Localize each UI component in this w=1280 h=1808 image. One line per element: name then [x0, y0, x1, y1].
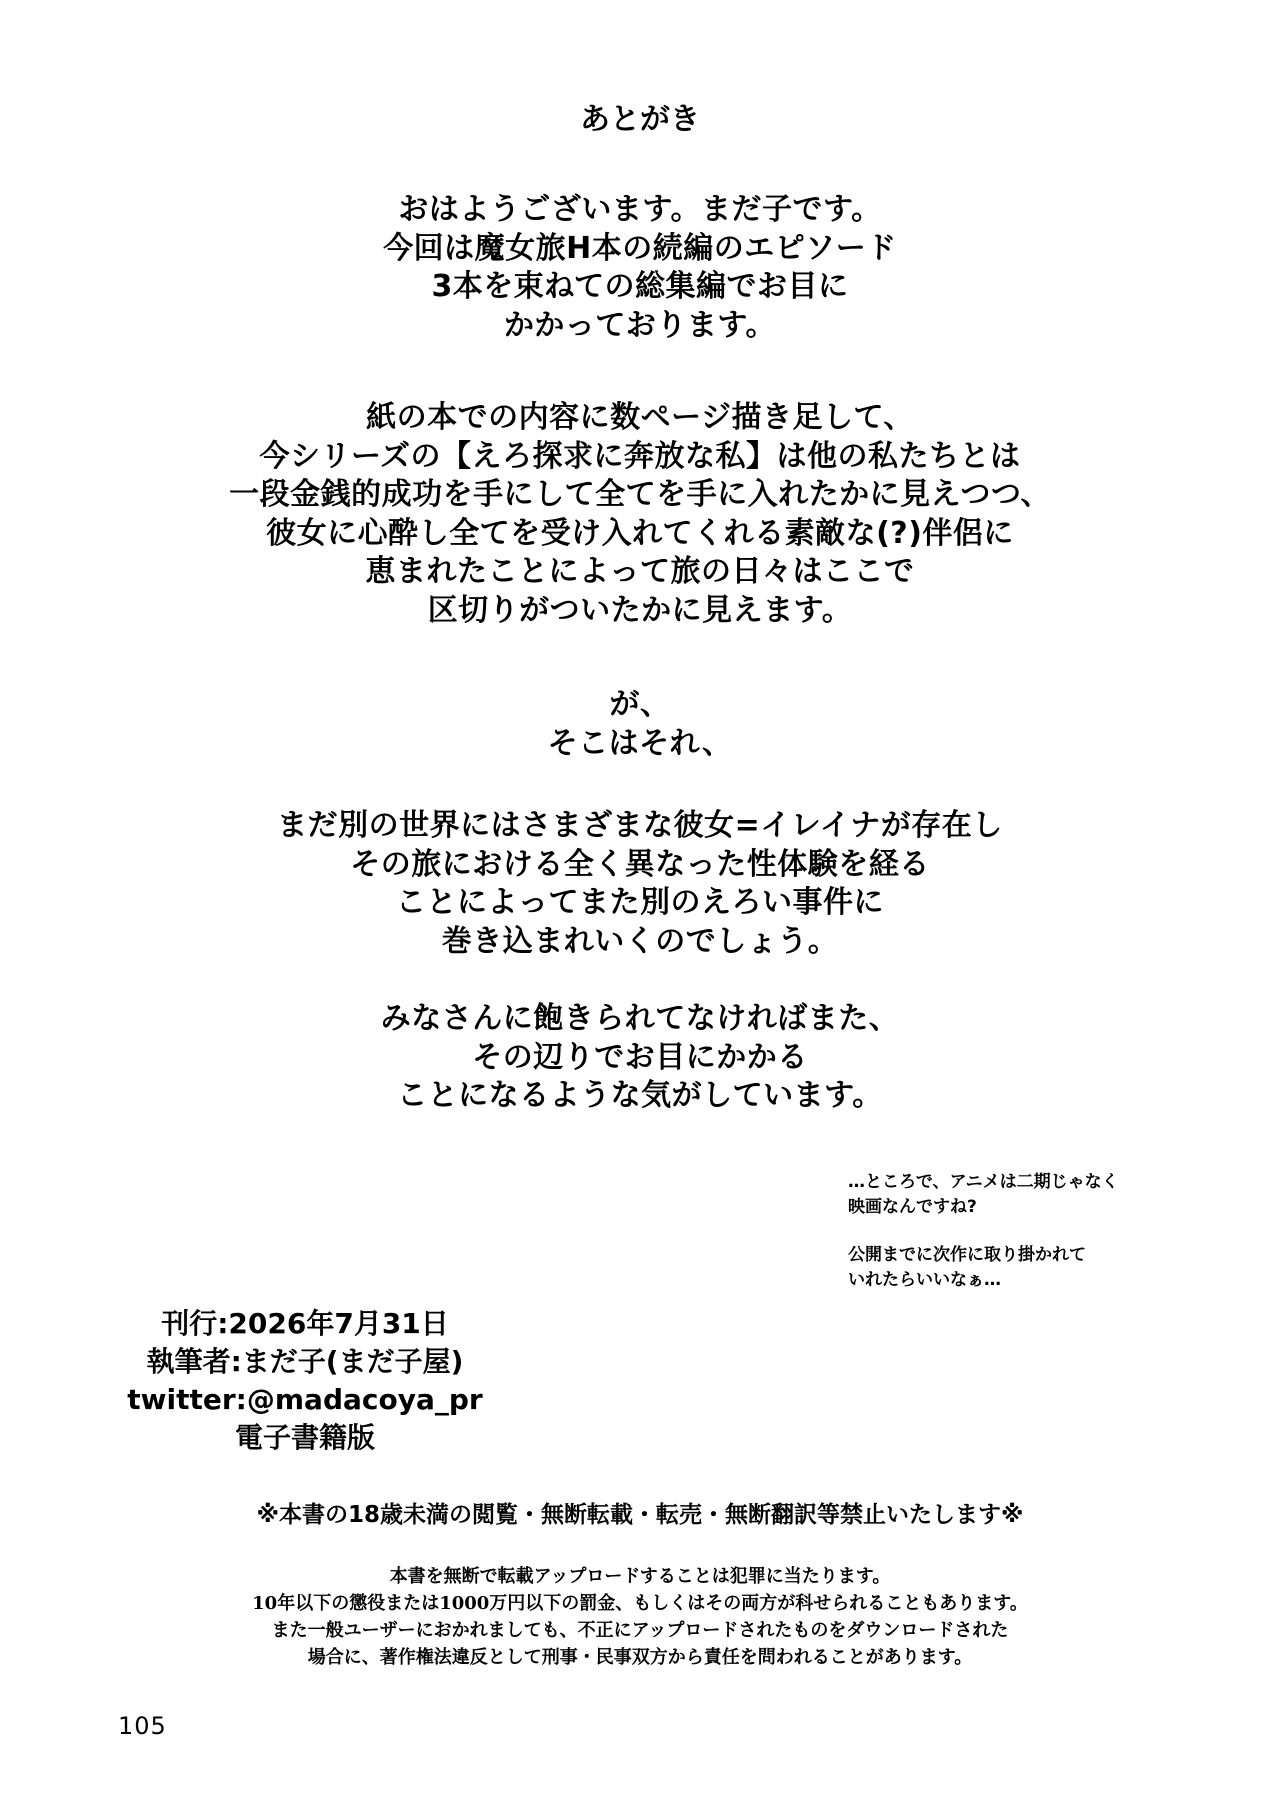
text-line: 今回は魔女旅H本の続編のエピソード: [383, 230, 897, 266]
legal-line: 本書を無断で転載アップロードすることは犯罪に当たります。: [389, 1566, 891, 1587]
edition: 電子書籍版: [234, 1421, 375, 1454]
text-line: その旅における全く異なった性体験を経る: [350, 846, 930, 882]
text-line: その辺りでお目にかかる: [472, 1039, 808, 1075]
side-note-anime: [848, 1170, 1148, 1220]
paragraph-however: [0, 686, 1280, 763]
text-line: そこはそれ、: [547, 725, 733, 761]
paragraph-other-worlds: [0, 807, 1280, 961]
text-line: が、: [609, 687, 671, 722]
note-line: 映画なんですね?: [848, 1197, 977, 1217]
twitter-handle: twitter:@madacoya_pr: [127, 1383, 483, 1416]
legal-line: 10年以下の懲役または1000万円以下の罰金、もしくはその両方が科せられることもあります。: [252, 1593, 1028, 1614]
paragraph-greeting: [0, 191, 1280, 345]
text-line: まだ別の世界にはさまざまな彼女=イレイナが存在し: [277, 808, 1003, 843]
legal-line: 場合に、著作権法違反として刑事・民事双方から責任を問われることがあります。: [307, 1647, 973, 1668]
side-note-next-work: [848, 1243, 1148, 1293]
page-title: あとがき: [580, 102, 700, 137]
note-line: 公開までに次作に取り掛かれて: [848, 1245, 1086, 1265]
text-line: 紙の本での内容に数ページ描き足して、: [366, 400, 914, 435]
note-line: …ところで、アニメは二期じゃなく: [848, 1172, 1119, 1192]
note-line: いれたらいいなぁ…: [848, 1270, 1001, 1290]
colophon: [110, 1305, 500, 1457]
legal-line: また一般ユーザーにおかれましても、不正にアップロードされたものをダウンロードされた: [271, 1620, 1009, 1641]
page-number: 105: [118, 1712, 167, 1740]
publish-date: 刊行:2026年7月31日: [161, 1307, 449, 1340]
text-line: おはようございます。まだ子です。: [398, 192, 882, 227]
paragraph-closing: [0, 1000, 1280, 1116]
text-line: 恵まれたことによって旅の日々はここで: [365, 554, 915, 590]
text-line: 巻き込まれいくのでしょう。: [441, 923, 839, 959]
text-line: ことになるような気がしています。: [397, 1078, 883, 1114]
prohibition-notice: ※本書の18歳未満の閲覧・無断転載・転売・無断翻訳等禁止いたします※: [256, 1502, 1024, 1528]
text-line: みなさんに飽きられてなければまた、: [380, 1001, 900, 1036]
text-line: 区切りがついたかに見えます。: [427, 592, 853, 628]
author: 執筆者:まだ子(まだ子屋): [146, 1345, 464, 1378]
text-line: 彼女に心酔し全てを受け入れてくれる素敵な(?)伴侶に: [266, 515, 1014, 551]
text-line: 一段金銭的成功を手にして全てを手に入れたかに見えつつ、: [229, 477, 1051, 513]
text-line: 3本を束ねての総集編でお目に: [431, 269, 849, 305]
text-line: ことによってまた別のえろい事件に: [396, 885, 884, 921]
paragraph-content: [0, 399, 1280, 631]
legal-warning: [0, 1563, 1280, 1671]
text-line: 今シリーズの【えろ探求に奔放な私】は他の私たちとは: [259, 438, 1021, 474]
text-line: かかっております。: [503, 307, 777, 343]
